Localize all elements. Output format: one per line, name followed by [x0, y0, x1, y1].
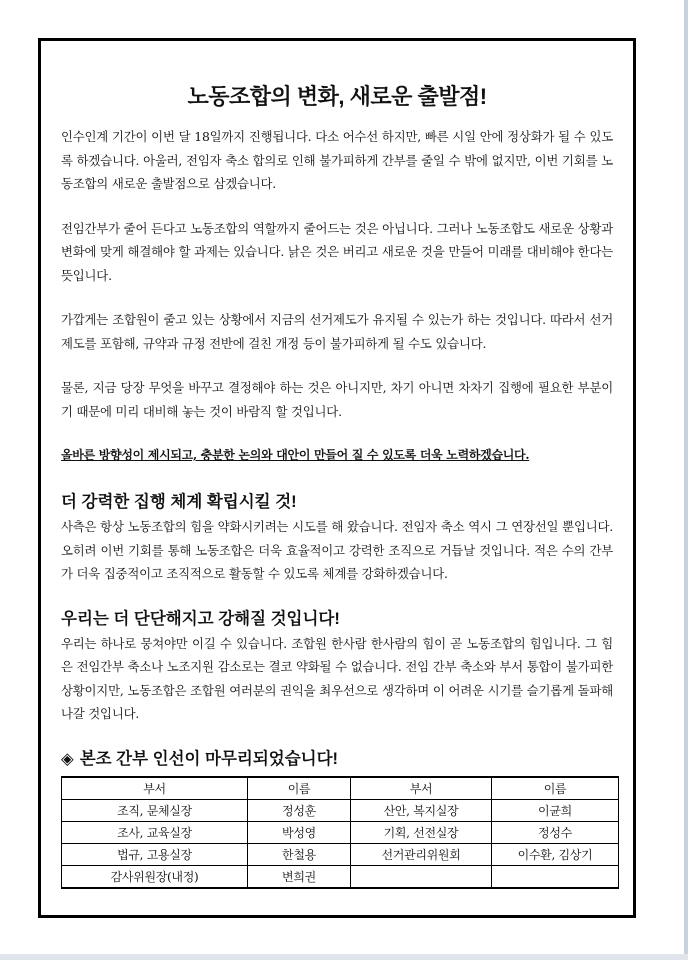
document-frame	[38, 38, 636, 918]
window-edge-right	[684, 0, 688, 960]
table-cell	[492, 865, 619, 888]
table-cell: 조직, 문체실장	[62, 799, 248, 821]
header-dept-1: 부서	[62, 777, 248, 800]
diamond-bullet-icon: ◈	[61, 749, 74, 768]
table-cell: 감사위원장(내정)	[62, 865, 248, 888]
table-cell: 박성영	[248, 821, 351, 843]
intro-paragraph-4: 물론, 지금 당장 무엇을 바꾸고 결정해야 하는 것은 아니지만, 차기 아니면 차차기 집행에 필요한 부분이기 때문에 미리 대비해 놓는 것이 바람직 할 것입니다.	[61, 380, 613, 419]
table-cell: 법규, 고용실장	[62, 843, 248, 865]
emphasis-statement: 올바른 방향성이 제시되고, 충분한 논의와 대안이 만들어 질 수 있도록 더욱 노력하겠습니다.	[61, 448, 530, 462]
section-heading-unity: 우리는 더 단단해지고 강해질 것입니다!	[61, 609, 340, 628]
appointments-heading-text: 본조 간부 인선이 마무리되었습니다!	[79, 749, 339, 768]
table-row	[62, 821, 619, 843]
table-cell: 조사, 교육실장	[62, 821, 248, 843]
table-cell: 정성수	[492, 821, 619, 843]
intro-paragraph-1: 인수인계 기간이 이번 달 18일까지 진행됩니다. 다소 어수선 하지만, 빠른 시일 안에 정상화가 될 수 있도록 하겠습니다. 아울러, 전임자 축소 합의로 인해 불가피하게 간부를 줄일 수 밖에 없지만, 이번 기회를 노동조합의 새로운 출발점으로 삼겠습니다.	[61, 129, 613, 191]
staff-table	[61, 776, 619, 889]
section-heading-execution: 더 강력한 집행 체계 확립시킬 것!	[61, 493, 297, 511]
intro-paragraph-2: 전임간부가 줄어 든다고 노동조합의 역할까지 줄어드는 것은 아닙니다. 그러나 노동조합도 새로운 상황과 변화에 맞게 해결해야 할 과제는 있습니다. 낡은 것은 버리고 새로운 것을 만들어 미래를 대비해야 한다는 뜻입니다.	[61, 220, 613, 283]
table-cell: 기획, 선전실장	[351, 821, 492, 843]
table-cell	[351, 865, 492, 888]
table-cell: 선거관리위원회	[351, 843, 492, 865]
page-title: 노동조합의 변화, 새로운 출발점!	[187, 84, 487, 109]
window-edge-bottom	[0, 954, 688, 960]
table-row	[62, 843, 619, 865]
intro-paragraph-3: 가깝게는 조합원이 줄고 있는 상황에서 지금의 선거제도가 유지될 수 있는가 하는 것입니다. 따라서 선거제도를 포함해, 규약과 규정 전반에 걸친 개정 등이 불가피하게 될 수도 있습니다.	[61, 312, 613, 351]
section-body-unity: 우리는 하나로 뭉쳐야만 이길 수 있습니다. 조합원 한사람 한사람의 힘이 곧 노동조합의 힘입니다. 그 힘은 전임간부 축소나 노조지원 감소로는 결코 약화될 수 없습니다. 전임 간부 축소와 부서 통합이 불가피한 상황이지만, 노동조합은 조합원 여러분의 권익을 최우선으로 생각하며 이 어려운 시기를 슬기롭게 돌파해 나갈 것입니다.	[61, 635, 613, 721]
table-row	[62, 799, 619, 821]
header-dept-2: 부서	[351, 777, 492, 800]
section-heading-appointments	[61, 748, 613, 770]
section-body-execution: 사측은 항상 노동조합의 힘을 약화시키려는 시도를 해 왔습니다. 전임자 축소 역시 그 연장선일 뿐입니다. 오히려 이번 기회를 통해 노동조합은 더욱 효율적이고 강력한 조직으로 거듭날 것입니다. 적은 수의 간부가 더욱 집중적이고 조직적으로 활동할 수 있도록 체계를 강화하겠습니다.	[61, 519, 613, 581]
table-cell: 정성훈	[248, 799, 351, 821]
table-header-row	[62, 777, 619, 800]
table-cell: 변희권	[248, 865, 351, 888]
table-cell: 이균희	[492, 799, 619, 821]
header-name-1: 이름	[248, 777, 351, 800]
table-cell: 한철용	[248, 843, 351, 865]
table-cell: 산안, 복지실장	[351, 799, 492, 821]
table-row	[62, 865, 619, 888]
header-name-2: 이름	[492, 777, 619, 800]
table-cell: 이수환, 김상기	[492, 843, 619, 865]
